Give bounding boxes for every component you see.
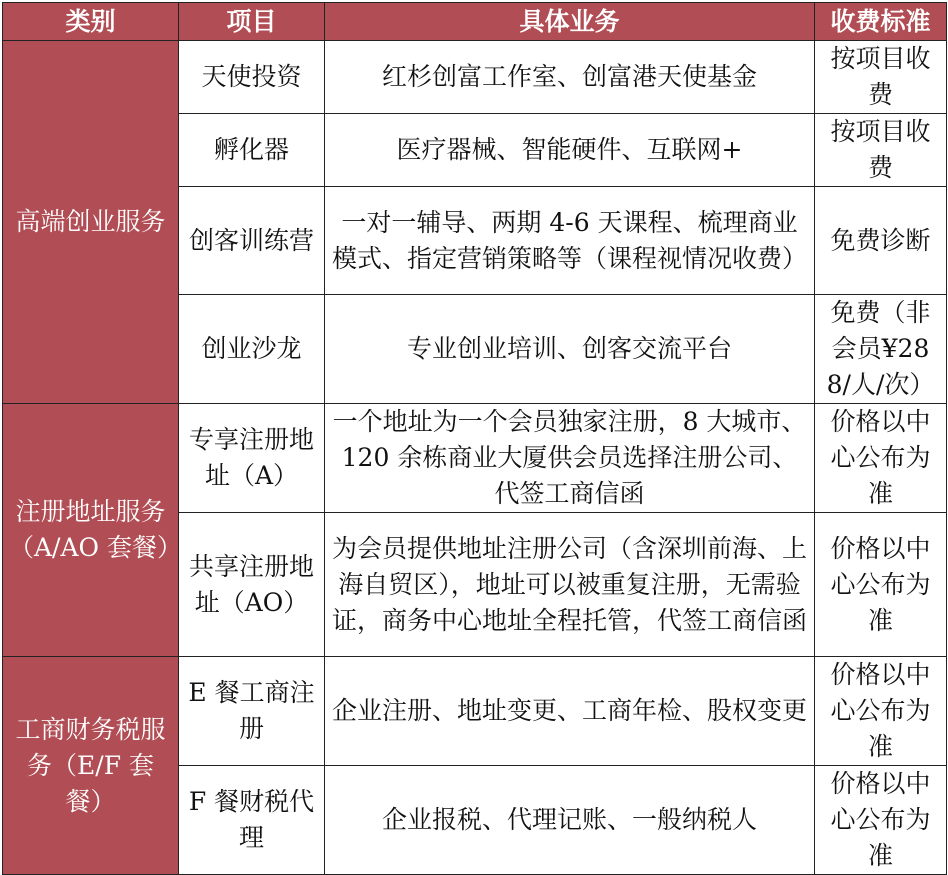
fee-cell: 按项目收费 [815, 114, 947, 187]
category-cell: 工商财务税服务（E/F 套餐） [3, 657, 179, 875]
fee-cell: 价格以中心公布为准 [815, 404, 947, 513]
table-row [3, 657, 947, 766]
header-category: 类别 [3, 3, 179, 41]
item-cell: 共享注册地址（AO） [179, 513, 325, 657]
table-row [3, 404, 947, 513]
fee-cell: 价格以中心公布为准 [815, 513, 947, 657]
detail-cell: 为会员提供地址注册公司（含深圳前海、上海自贸区），地址可以被重复注册，无需验证，商务中心地址全程托管，代签工商信函 [325, 513, 815, 657]
header-row [3, 3, 947, 41]
header-item: 项目 [179, 3, 325, 41]
item-cell: E 餐工商注册 [179, 657, 325, 766]
detail-cell: 一个地址为一个会员独家注册，8 大城市、120 余栋商业大厦供会员选择注册公司、代签工商信函 [325, 404, 815, 513]
fee-cell: 价格以中心公布为准 [815, 766, 947, 875]
item-cell: 孵化器 [179, 114, 325, 187]
services-table [2, 2, 947, 875]
detail-cell: 一对一辅导、两期 4-6 天课程、梳理商业模式、指定营销策略等（课程视情况收费） [325, 187, 815, 295]
table-row [3, 41, 947, 114]
fee-cell: 免费诊断 [815, 187, 947, 295]
fee-cell: 价格以中心公布为准 [815, 657, 947, 766]
header-fee: 收费标准 [815, 3, 947, 41]
category-cell: 注册地址服务（A/AO 套餐） [3, 404, 179, 657]
category-cell: 高端创业服务 [3, 41, 179, 404]
detail-cell: 专业创业培训、创客交流平台 [325, 295, 815, 404]
fee-cell: 免费（非会员¥288/人/次） [815, 295, 947, 404]
detail-cell: 企业报税、代理记账、一般纳税人 [325, 766, 815, 875]
fee-cell: 按项目收费 [815, 41, 947, 114]
item-cell: 天使投资 [179, 41, 325, 114]
detail-cell: 医疗器械、智能硬件、互联网+ [325, 114, 815, 187]
detail-cell: 红杉创富工作室、创富港天使基金 [325, 41, 815, 114]
item-cell: F 餐财税代理 [179, 766, 325, 875]
header-detail: 具体业务 [325, 3, 815, 41]
item-cell: 创业沙龙 [179, 295, 325, 404]
item-cell: 专享注册地址（A） [179, 404, 325, 513]
detail-cell: 企业注册、地址变更、工商年检、股权变更 [325, 657, 815, 766]
item-cell: 创客训练营 [179, 187, 325, 295]
